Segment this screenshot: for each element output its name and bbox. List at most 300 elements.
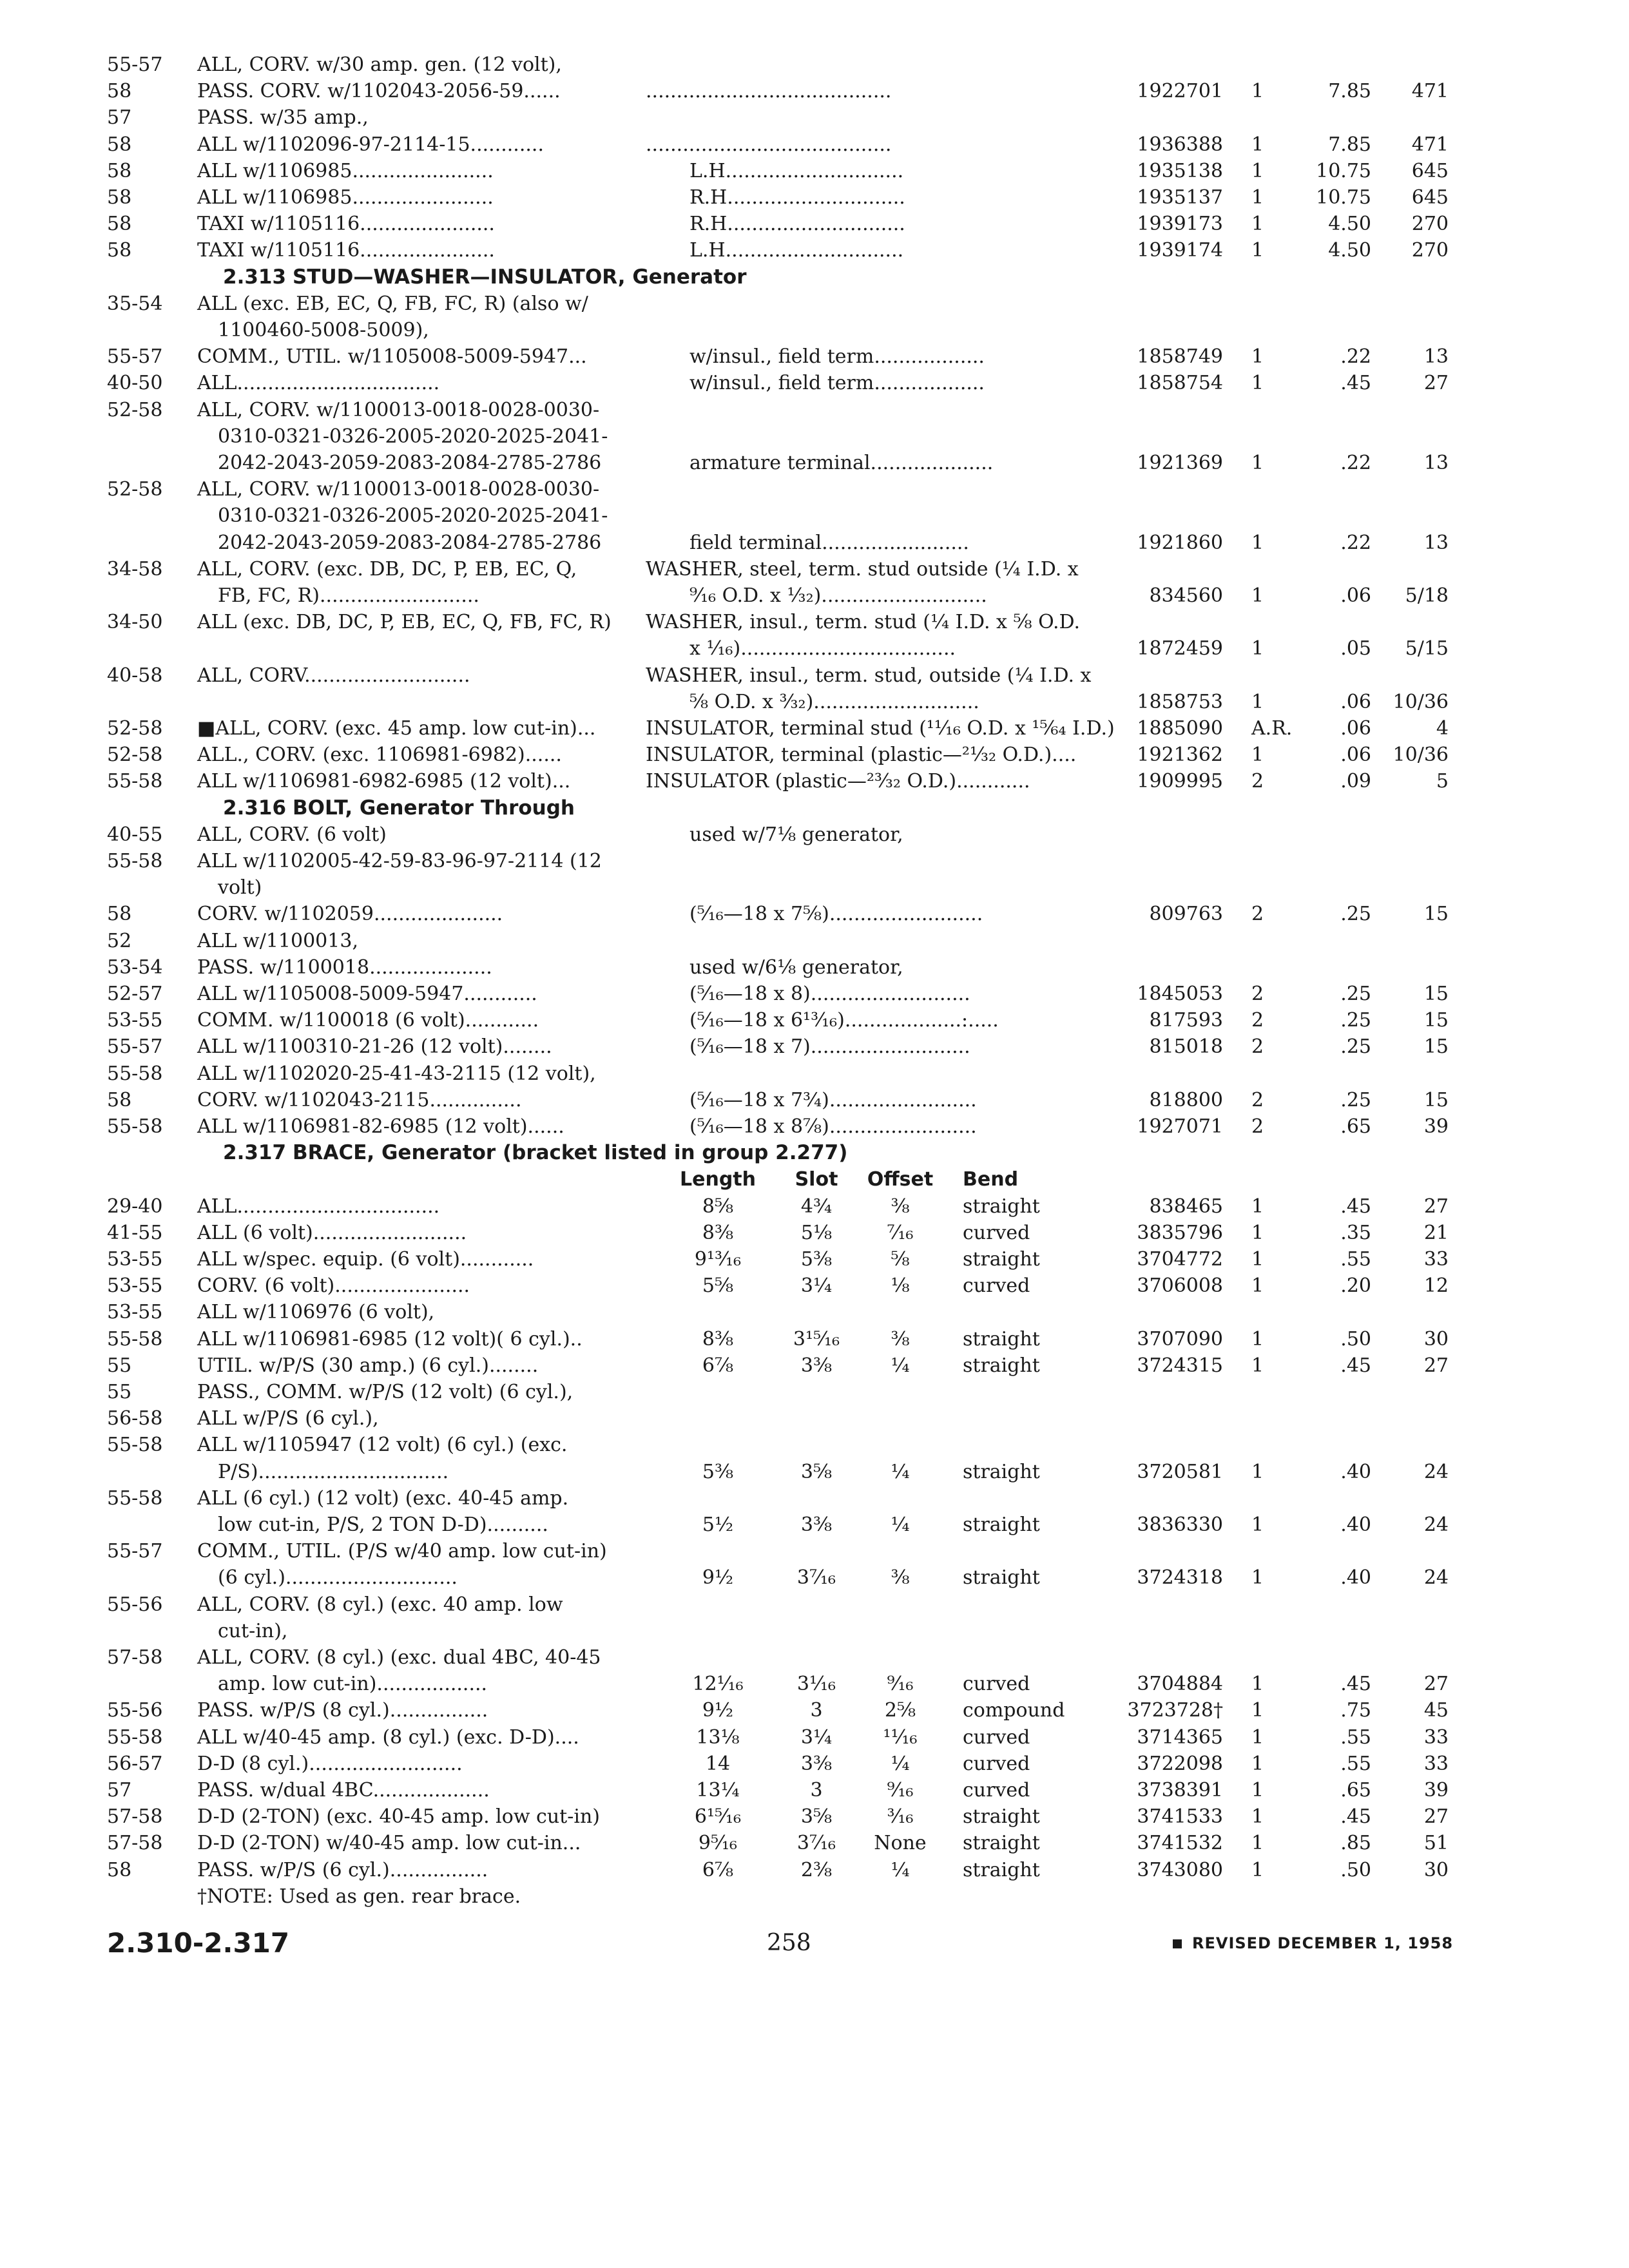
part-number: 1921362 xyxy=(1137,744,1223,767)
brace-row xyxy=(0,1697,1629,1724)
model-years: 52-57 xyxy=(107,983,163,1005)
application: CORV. w/1102059..................... xyxy=(197,903,503,926)
brace-length: 5½ xyxy=(702,1514,734,1536)
brace-offset: ¼ xyxy=(891,1514,910,1536)
quantity: 1 xyxy=(1251,133,1264,156)
price-code: 15 xyxy=(1423,983,1449,1005)
quantity: 1 xyxy=(1251,1248,1264,1271)
revision-note xyxy=(1173,1924,1453,1963)
model-years: 52-58 xyxy=(107,478,163,501)
price-code: 645 xyxy=(1411,159,1449,182)
quantity: 1 xyxy=(1251,1566,1264,1590)
part-number: 3722098 xyxy=(1137,1752,1223,1775)
section-heading xyxy=(0,264,1629,291)
model-years: 58 xyxy=(107,186,132,209)
brace-length: 5⅜ xyxy=(702,1460,734,1483)
quantity: 1 xyxy=(1251,1779,1264,1802)
revision-marker-icon xyxy=(1173,1939,1182,1948)
table-row xyxy=(0,397,1629,423)
application: ALL., CORV. (exc. 1106981-6982)...... xyxy=(197,744,562,767)
brace-row xyxy=(0,1405,1629,1432)
model-years: 55-58 xyxy=(107,1725,163,1749)
list-price: .22 xyxy=(1340,531,1371,554)
quantity: 2 xyxy=(1251,1035,1264,1059)
brace-row xyxy=(0,1644,1629,1671)
application: PASS., COMM. w/P/S (12 volt) (6 cyl.), xyxy=(197,1381,574,1403)
brace-slot: 3¼ xyxy=(800,1274,833,1298)
description: x ¹⁄₁₆)................................... xyxy=(689,637,956,660)
price-code: 21 xyxy=(1423,1221,1449,1244)
part-number: 1858753 xyxy=(1137,690,1223,713)
table-row xyxy=(0,1061,1629,1087)
model-years: 55-57 xyxy=(107,1035,163,1059)
model-years: 55-58 xyxy=(107,1115,163,1138)
table-row xyxy=(0,609,1629,635)
column-header-bend: Bend xyxy=(963,1168,1019,1191)
part-number: 1858754 xyxy=(1137,372,1223,395)
part-number: 1921369 xyxy=(1137,452,1223,474)
part-number: 809763 xyxy=(1149,903,1223,926)
brace-slot: 5⅜ xyxy=(800,1248,833,1271)
part-number: 3835796 xyxy=(1137,1221,1223,1244)
application: amp. low cut-in).................. xyxy=(218,1673,488,1696)
list-price: .50 xyxy=(1340,1858,1371,1881)
model-years: 58 xyxy=(107,1088,132,1111)
brace-bend: straight xyxy=(963,1354,1040,1377)
brace-offset: ⅜ xyxy=(891,1566,910,1590)
application: ALL w/1102005-42-59-83-96-97-2114 (12 xyxy=(197,850,602,872)
application: 0310-0321-0326-2005-2020-2025-2041- xyxy=(218,425,608,448)
brace-slot: 5⅛ xyxy=(800,1221,833,1244)
application: PASS. w/P/S (8 cyl.)................ xyxy=(197,1699,488,1722)
application: ALL w/1102020-25-41-43-2115 (12 volt), xyxy=(197,1062,596,1085)
price-code: 33 xyxy=(1423,1248,1449,1271)
model-years: 57-58 xyxy=(107,1646,163,1669)
list-price: .20 xyxy=(1340,1274,1371,1298)
model-years: 29-40 xyxy=(107,1195,163,1218)
price-code: 471 xyxy=(1411,80,1449,103)
brace-slot: 3⁷⁄₁₆ xyxy=(796,1832,836,1855)
part-number: 1921860 xyxy=(1137,531,1223,554)
brace-row xyxy=(0,1193,1629,1220)
description: R.H............................. xyxy=(689,213,905,236)
model-years: 55-58 xyxy=(107,1062,163,1085)
part-number: 1935137 xyxy=(1137,186,1223,209)
brace-length: 13⅛ xyxy=(696,1725,740,1749)
list-price: 7.85 xyxy=(1328,133,1371,156)
price-code: 10/36 xyxy=(1393,690,1449,713)
part-number: 3741532 xyxy=(1137,1832,1223,1855)
model-years: 56-57 xyxy=(107,1752,163,1775)
part-number: 1845053 xyxy=(1137,983,1223,1005)
quantity: 1 xyxy=(1251,80,1264,103)
list-price: .25 xyxy=(1340,903,1371,926)
brace-slot: 3⅜ xyxy=(800,1354,833,1377)
application: ALL (exc. EB, EC, Q, FB, FC, R) (also w/ xyxy=(197,292,588,315)
application: CORV. (6 volt)...................... xyxy=(197,1274,470,1298)
price-code: 45 xyxy=(1423,1699,1449,1722)
list-price: 7.85 xyxy=(1328,80,1371,103)
list-price: .06 xyxy=(1340,717,1371,740)
part-number: 3723728† xyxy=(1127,1699,1223,1722)
application: ALL, CORV. (exc. DB, DC, P, EB, EC, Q, xyxy=(197,557,577,581)
brace-offset: ⅜ xyxy=(891,1327,910,1350)
brace-slot: 3¼ xyxy=(800,1725,833,1749)
brace-length: 8⅜ xyxy=(702,1221,734,1244)
table-row xyxy=(0,476,1629,503)
application: ALL w/40-45 amp. (8 cyl.) (exc. D-D).... xyxy=(197,1725,579,1749)
brace-row xyxy=(0,1564,1629,1591)
quantity: 2 xyxy=(1251,770,1264,793)
brace-row xyxy=(0,1299,1629,1325)
part-number: 817593 xyxy=(1149,1009,1223,1032)
brace-row xyxy=(0,1671,1629,1697)
brace-row xyxy=(0,1432,1629,1458)
application: ALL w/P/S (6 cyl.), xyxy=(197,1407,379,1430)
application: low cut-in, P/S, 2 TON D-D).......... xyxy=(218,1514,548,1536)
brace-row xyxy=(0,1379,1629,1405)
application: volt) xyxy=(218,876,262,899)
brace-row xyxy=(0,1220,1629,1246)
description: ........................................ xyxy=(646,80,892,103)
quantity: 1 xyxy=(1251,637,1264,660)
table-row xyxy=(0,768,1629,794)
table-row xyxy=(0,450,1629,476)
part-number: 1939173 xyxy=(1137,213,1223,236)
list-price: .22 xyxy=(1340,452,1371,474)
section-number: 2.316 xyxy=(223,796,287,820)
model-years: 52-58 xyxy=(107,744,163,767)
model-years: 55 xyxy=(107,1381,132,1403)
brace-bend: straight xyxy=(963,1858,1040,1881)
application: CORV. w/1102043-2115............... xyxy=(197,1088,522,1111)
model-years: 55-57 xyxy=(107,1540,163,1563)
application: D-D (2-TON) (exc. 40-45 amp. low cut-in) xyxy=(197,1805,600,1829)
table-row xyxy=(0,635,1629,662)
application: ALL w/1106981-6985 (12 volt)( 6 cyl.).. xyxy=(197,1327,583,1350)
brace-bend: straight xyxy=(963,1566,1040,1590)
list-price: .25 xyxy=(1340,983,1371,1005)
brace-slot: 3 xyxy=(810,1699,823,1722)
list-price: .06 xyxy=(1340,744,1371,767)
model-years: 55-58 xyxy=(107,1327,163,1350)
application: PASS. CORV. w/1102043-2056-59...... xyxy=(197,80,561,103)
brace-length: 14 xyxy=(705,1752,731,1775)
model-years: 55-57 xyxy=(107,345,163,369)
brace-slot: 3¹⁵⁄₁₆ xyxy=(793,1327,840,1350)
price-code: 645 xyxy=(1411,186,1449,209)
brace-slot: 3⁷⁄₁₆ xyxy=(796,1566,836,1590)
brace-length: 13¼ xyxy=(696,1779,740,1802)
revision-text: REVISED DECEMBER 1, 1958 xyxy=(1192,1934,1454,1952)
brace-row xyxy=(0,1326,1629,1352)
column-header-slot: Slot xyxy=(795,1168,838,1191)
brace-bend: straight xyxy=(963,1460,1040,1483)
model-years: 57 xyxy=(107,1779,132,1802)
brace-offset: 2⅝ xyxy=(884,1699,916,1722)
application: D-D (2-TON) w/40-45 amp. low cut-in... xyxy=(197,1832,581,1855)
brace-slot: 3¹⁄₁₆ xyxy=(796,1673,836,1696)
application: ALL, CORV. (8 cyl.) (exc. dual 4BC, 40-45 xyxy=(197,1646,601,1669)
list-price: .25 xyxy=(1340,1035,1371,1059)
model-years: 53-54 xyxy=(107,956,163,979)
brace-slot: 4¾ xyxy=(800,1195,833,1218)
brace-offset: ⅛ xyxy=(891,1274,910,1298)
price-code: 30 xyxy=(1423,1858,1449,1881)
table-row xyxy=(0,317,1629,343)
quantity: 2 xyxy=(1251,903,1264,926)
list-price: 10.75 xyxy=(1316,186,1371,209)
table-row xyxy=(0,582,1629,609)
brace-offset: ⅜ xyxy=(891,1195,910,1218)
price-code: 24 xyxy=(1423,1460,1449,1483)
price-code: 15 xyxy=(1423,1035,1449,1059)
brace-length: 9¹³⁄₁₆ xyxy=(694,1248,742,1271)
quantity: 1 xyxy=(1251,584,1264,607)
brace-offset: ¼ xyxy=(891,1752,910,1775)
part-number: 1872459 xyxy=(1137,637,1223,660)
section-heading xyxy=(0,795,1629,822)
quantity: 1 xyxy=(1251,452,1264,474)
table-row xyxy=(0,78,1629,104)
application: ■ALL, CORV. (exc. 45 amp. low cut-in)... xyxy=(197,717,596,740)
brace-row xyxy=(0,1830,1629,1856)
brace-bend: straight xyxy=(963,1327,1040,1350)
brace-bend: straight xyxy=(963,1248,1040,1271)
table-row xyxy=(0,211,1629,237)
part-number: 3720581 xyxy=(1137,1460,1223,1483)
table-row xyxy=(0,901,1629,927)
price-code: 15 xyxy=(1423,903,1449,926)
list-price: .45 xyxy=(1340,1673,1371,1696)
model-years: 57 xyxy=(107,106,132,130)
brace-slot: 2⅜ xyxy=(800,1858,833,1881)
application: (6 cyl.)............................ xyxy=(218,1566,458,1590)
application: TAXI w/1105116...................... xyxy=(197,239,495,262)
list-price: .55 xyxy=(1340,1248,1371,1271)
quantity: 1 xyxy=(1251,345,1264,369)
list-price: .45 xyxy=(1340,1805,1371,1829)
list-price: .05 xyxy=(1340,637,1371,660)
price-code: 13 xyxy=(1423,452,1449,474)
model-years: 52-58 xyxy=(107,398,163,421)
description: WASHER, insul., term. stud, outside (¼ I.D. x xyxy=(646,664,1092,687)
brace-slot: 3 xyxy=(810,1779,823,1802)
section-title: BOLT, Generator Through xyxy=(293,796,575,820)
table-row xyxy=(0,981,1629,1007)
part-number: 3724315 xyxy=(1137,1354,1223,1377)
part-number: 3836330 xyxy=(1137,1514,1223,1536)
brace-row xyxy=(0,1538,1629,1564)
application: ALL (exc. DB, DC, P, EB, EC, Q, FB, FC, R) xyxy=(197,611,612,634)
quantity: 1 xyxy=(1251,1327,1264,1350)
brace-row xyxy=(0,1512,1629,1538)
list-price: .40 xyxy=(1340,1514,1371,1536)
table-row xyxy=(0,343,1629,370)
description: L.H............................. xyxy=(689,239,904,262)
quantity: 2 xyxy=(1251,983,1264,1005)
application: ALL w/1100013, xyxy=(197,929,358,952)
quantity: 1 xyxy=(1251,531,1264,554)
application: ALL w/1106976 (6 volt), xyxy=(197,1301,435,1324)
section-title: STUD—WASHER—INSULATOR, Generator xyxy=(293,265,747,289)
column-header-row xyxy=(0,1166,1629,1193)
price-code: 4 xyxy=(1436,717,1449,740)
price-code: 27 xyxy=(1423,372,1449,395)
price-code: 5 xyxy=(1436,770,1449,793)
brace-offset: ¼ xyxy=(891,1858,910,1881)
column-header-length: Length xyxy=(680,1168,756,1191)
quantity: 1 xyxy=(1251,213,1264,236)
list-price: .85 xyxy=(1340,1832,1371,1855)
application: ALL, CORV. (6 volt) xyxy=(197,823,387,846)
description: field terminal........................ xyxy=(689,531,969,554)
quantity: 1 xyxy=(1251,1274,1264,1298)
application: ALL, CORV. (8 cyl.) (exc. 40 amp. low xyxy=(197,1593,563,1616)
application: †NOTE: Used as gen. rear brace. xyxy=(197,1885,521,1908)
application: ALL w/1102096-97-2114-15............ xyxy=(197,133,544,156)
price-code: 27 xyxy=(1423,1195,1449,1218)
table-row xyxy=(0,1007,1629,1033)
table-row xyxy=(0,556,1629,582)
quantity: 1 xyxy=(1251,1673,1264,1696)
brace-row xyxy=(0,1352,1629,1379)
brace-length: 8⅝ xyxy=(702,1195,734,1218)
model-years: 35-54 xyxy=(107,292,163,315)
price-code: 51 xyxy=(1423,1832,1449,1855)
list-price: .40 xyxy=(1340,1566,1371,1590)
application: TAXI w/1105116...................... xyxy=(197,213,495,236)
list-price: .45 xyxy=(1340,372,1371,395)
brace-row xyxy=(0,1459,1629,1485)
description: ⅝ O.D. x ³⁄₃₂)........................... xyxy=(689,690,979,713)
list-price: .35 xyxy=(1340,1221,1371,1244)
brace-offset: ⁹⁄₁₆ xyxy=(887,1779,914,1802)
description: (⁵⁄₁₆—18 x 8⅞)........................ xyxy=(689,1115,977,1138)
application: COMM., UTIL. w/1105008-5009-5947... xyxy=(197,345,587,369)
table-row xyxy=(0,1883,1629,1910)
description: ........................................ xyxy=(646,133,892,156)
table-row xyxy=(0,1113,1629,1140)
description: (⁵⁄₁₆—18 x 7).......................... xyxy=(689,1035,970,1059)
price-code: 10/36 xyxy=(1393,744,1449,767)
model-years: 55-57 xyxy=(107,53,163,76)
description: INSULATOR, terminal (plastic—²¹⁄₃₂ O.D.).... xyxy=(646,744,1077,767)
model-years: 58 xyxy=(107,1858,132,1881)
description: WASHER, steel, term. stud outside (¼ I.D. x xyxy=(646,557,1079,581)
brace-slot: 3⅜ xyxy=(800,1752,833,1775)
section-title: BRACE, Generator (bracket listed in group 2.277) xyxy=(293,1141,848,1165)
brace-offset: ³⁄₁₆ xyxy=(887,1805,914,1829)
table-row xyxy=(0,662,1629,689)
description: R.H............................. xyxy=(689,186,905,209)
part-number: 1939174 xyxy=(1137,239,1223,262)
model-years: 52 xyxy=(107,929,132,952)
brace-length: 6⅞ xyxy=(702,1858,734,1881)
quantity: 1 xyxy=(1251,690,1264,713)
model-years: 53-55 xyxy=(107,1248,163,1271)
application: 1100460-5008-5009), xyxy=(218,319,429,341)
table-row xyxy=(0,822,1629,848)
description: (⁵⁄₁₆—18 x 7¾)........................ xyxy=(689,1088,977,1111)
part-number: 1935138 xyxy=(1137,159,1223,182)
application: ALL................................. xyxy=(197,372,440,395)
quantity: 1 xyxy=(1251,1195,1264,1218)
application: ALL, CORV. w/30 amp. gen. (12 volt), xyxy=(197,53,562,76)
price-code: 270 xyxy=(1411,239,1449,262)
application: UTIL. w/P/S (30 amp.) (6 cyl.)........ xyxy=(197,1354,539,1377)
model-years: 58 xyxy=(107,159,132,182)
application: ALL w/1106981-6982-6985 (12 volt)... xyxy=(197,770,571,793)
table-row xyxy=(0,184,1629,211)
price-code: 27 xyxy=(1423,1805,1449,1829)
price-code: 13 xyxy=(1423,531,1449,554)
price-code: 33 xyxy=(1423,1752,1449,1775)
part-number: 3707090 xyxy=(1137,1327,1223,1350)
application: COMM. w/1100018 (6 volt)............ xyxy=(197,1009,539,1032)
application: ALL (6 cyl.) (12 volt) (exc. 40-45 amp. xyxy=(197,1486,569,1510)
brace-bend: curved xyxy=(963,1221,1030,1244)
model-years: 58 xyxy=(107,903,132,926)
price-code: 39 xyxy=(1423,1115,1449,1138)
brace-slot: 3⅝ xyxy=(800,1460,833,1483)
list-price: .06 xyxy=(1340,690,1371,713)
description: used w/7⅛ generator, xyxy=(689,823,903,846)
application: 2042-2043-2059-2083-2084-2785-2786 xyxy=(218,531,602,554)
application: ALL w/1105008-5009-5947............ xyxy=(197,983,537,1005)
model-years: 58 xyxy=(107,80,132,103)
list-price: .55 xyxy=(1340,1752,1371,1775)
application: ALL w/1105947 (12 volt) (6 cyl.) (exc. xyxy=(197,1434,568,1457)
quantity: 1 xyxy=(1251,1699,1264,1722)
brace-offset: ⁹⁄₁₆ xyxy=(887,1673,914,1696)
quantity: 1 xyxy=(1251,1858,1264,1881)
brace-row xyxy=(0,1591,1629,1618)
application: PASS. w/dual 4BC................... xyxy=(197,1779,490,1802)
brace-bend: curved xyxy=(963,1779,1030,1802)
list-price: .40 xyxy=(1340,1460,1371,1483)
table-row xyxy=(0,848,1629,874)
quantity: 1 xyxy=(1251,372,1264,395)
part-number: 1909995 xyxy=(1137,770,1223,793)
model-years: 55 xyxy=(107,1354,132,1377)
application: ALL w/1100310-21-26 (12 volt)........ xyxy=(197,1035,552,1059)
brace-bend: curved xyxy=(963,1274,1030,1298)
quantity: 1 xyxy=(1251,1832,1264,1855)
price-code: 12 xyxy=(1423,1274,1449,1298)
price-code: 27 xyxy=(1423,1673,1449,1696)
price-code: 30 xyxy=(1423,1327,1449,1350)
table-row xyxy=(0,131,1629,158)
list-price: .09 xyxy=(1340,770,1371,793)
brace-bend: curved xyxy=(963,1725,1030,1749)
brace-offset: None xyxy=(874,1832,927,1855)
description: (⁵⁄₁₆—18 x 6¹³⁄₁₆)...................:..... xyxy=(689,1009,999,1032)
model-years: 53-55 xyxy=(107,1274,163,1298)
model-years: 56-58 xyxy=(107,1407,163,1430)
part-number: 3743080 xyxy=(1137,1858,1223,1881)
price-code: 15 xyxy=(1423,1088,1449,1111)
model-years: 55-58 xyxy=(107,1486,163,1510)
brace-bend: compound xyxy=(963,1699,1065,1722)
section-number: 2.317 xyxy=(223,1141,287,1165)
application: D-D (8 cyl.)......................... xyxy=(197,1752,463,1775)
brace-length: 9⁵⁄₁₆ xyxy=(698,1832,738,1855)
table-row xyxy=(0,158,1629,184)
price-code: 15 xyxy=(1423,1009,1449,1032)
brace-offset: ¼ xyxy=(891,1460,910,1483)
list-price: 4.50 xyxy=(1328,213,1371,236)
